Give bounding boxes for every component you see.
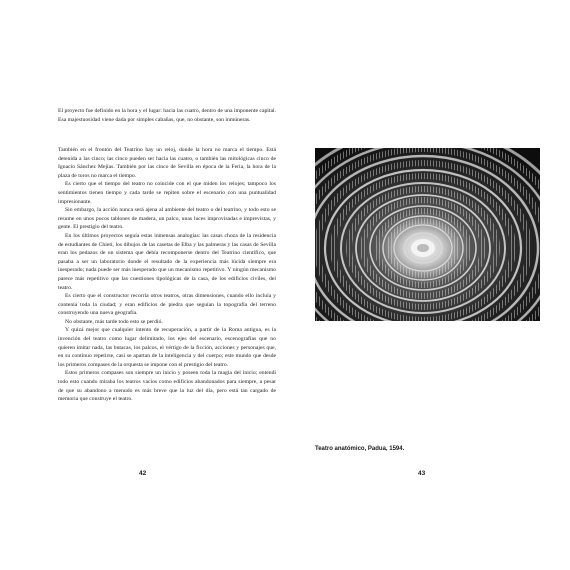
- paragraph: Estos primeros compases son siempre un inicio y poseen toda la magia del inicio; entendí todo esto cuando miraba los teatros vacíos como edificios abandonados para siempre, a pesar de que su abandono a menudo es más breve que la luz del día, pero está tan cargado de memoria que construye el teatro.: [58, 370, 276, 403]
- paragraph: Sin embargo, la acción nunca será ajena al ambiente del teatro o del teatrino, y todo esto se resume en unos pocos tablones de madera, un palco, unas luces improvisadas e imprevistas, y gente. El prestigio del teatro.: [58, 207, 276, 231]
- paragraph: En los últimos proyectos seguía estas inmensas analogías: las casas choza de la residencia de estudiantes de Chieti, los dibujos de las casetas de Elba y las palmeras y las casas de Sevilla eran los pedazos de un sistema que debía recomponerse dentro del Teatrino científico, que pasaba a ser un laboratorio donde el resultado de la experiencia más lúcida siempre era inesperado; nada puede ser más inesperado que un mecanismo repetitivo. Y ningún mecanismo parece más repetitivo que las cuestiones tipológicas de la casa, de los edificios civiles, del teatro.: [58, 232, 276, 291]
- paragraph: También en el frontón del Teatrino hay un reloj, donde la hora no marca el tiempo. Está detenida a las cinco; las cinco pueden ser hacia las cuatro, o también las mitológicas cinco de Ignacio Sánchez Mejías. También por las cinco de Sevilla en época de la Feria, la hora de la plaza de toros no marca el tiempo.: [58, 147, 276, 179]
- paragraph: El proyecto fue definido en la hora y el lugar: hacia las cuatro, dentro de una imponente capital. Esa majestuosidad viene dada por simples cabañas, que, no obstante, son inmúneras.: [58, 108, 276, 123]
- text-block-intro: [58, 107, 276, 124]
- paragraph: No obstante, más tarde todo esto se perdió.: [65, 318, 163, 325]
- page-number: 42: [139, 470, 147, 477]
- anatomical-theatre-photo: [315, 148, 540, 321]
- page-number: 43: [418, 470, 426, 477]
- right-page: [285, 0, 570, 570]
- anatomical-theatre-image: [315, 148, 540, 321]
- text-block-main: [58, 146, 276, 404]
- paragraph: Y quizá mejor que cualquier intento de recuperación, a partir de la Roma antigua, es la invención del teatro como lugar delimitado, los ejes del escenario, escenografías que no quieren imitar nada, las butacas, los palcos, el vértigo de la ficción, acciones y personajes que, en su continuo repetirse, casi se apartan de la inteligencia y del cuerpo; este mundo que desde los primeros compases de la orquesta se impone con el prestigio del teatro.: [58, 327, 276, 368]
- paragraph: Es cierto que el tiempo del teatro no coincide con el que miden los relojes; tampoco los sentimientos tienen tiempo y cada tarde se repiten sobre el escenario con una puntualidad impresionante.: [58, 181, 276, 205]
- paragraph: Es cierto que el constructor recorría otros teatros, otras dimensiones, cuando ello incluía y contenía toda la ciudad; y eran edificios de piedra que seguían la topografía del terreno construyendo una nueva geografía.: [58, 293, 276, 317]
- figure-caption: Teatro anatómico, Padua, 1594.: [315, 446, 405, 452]
